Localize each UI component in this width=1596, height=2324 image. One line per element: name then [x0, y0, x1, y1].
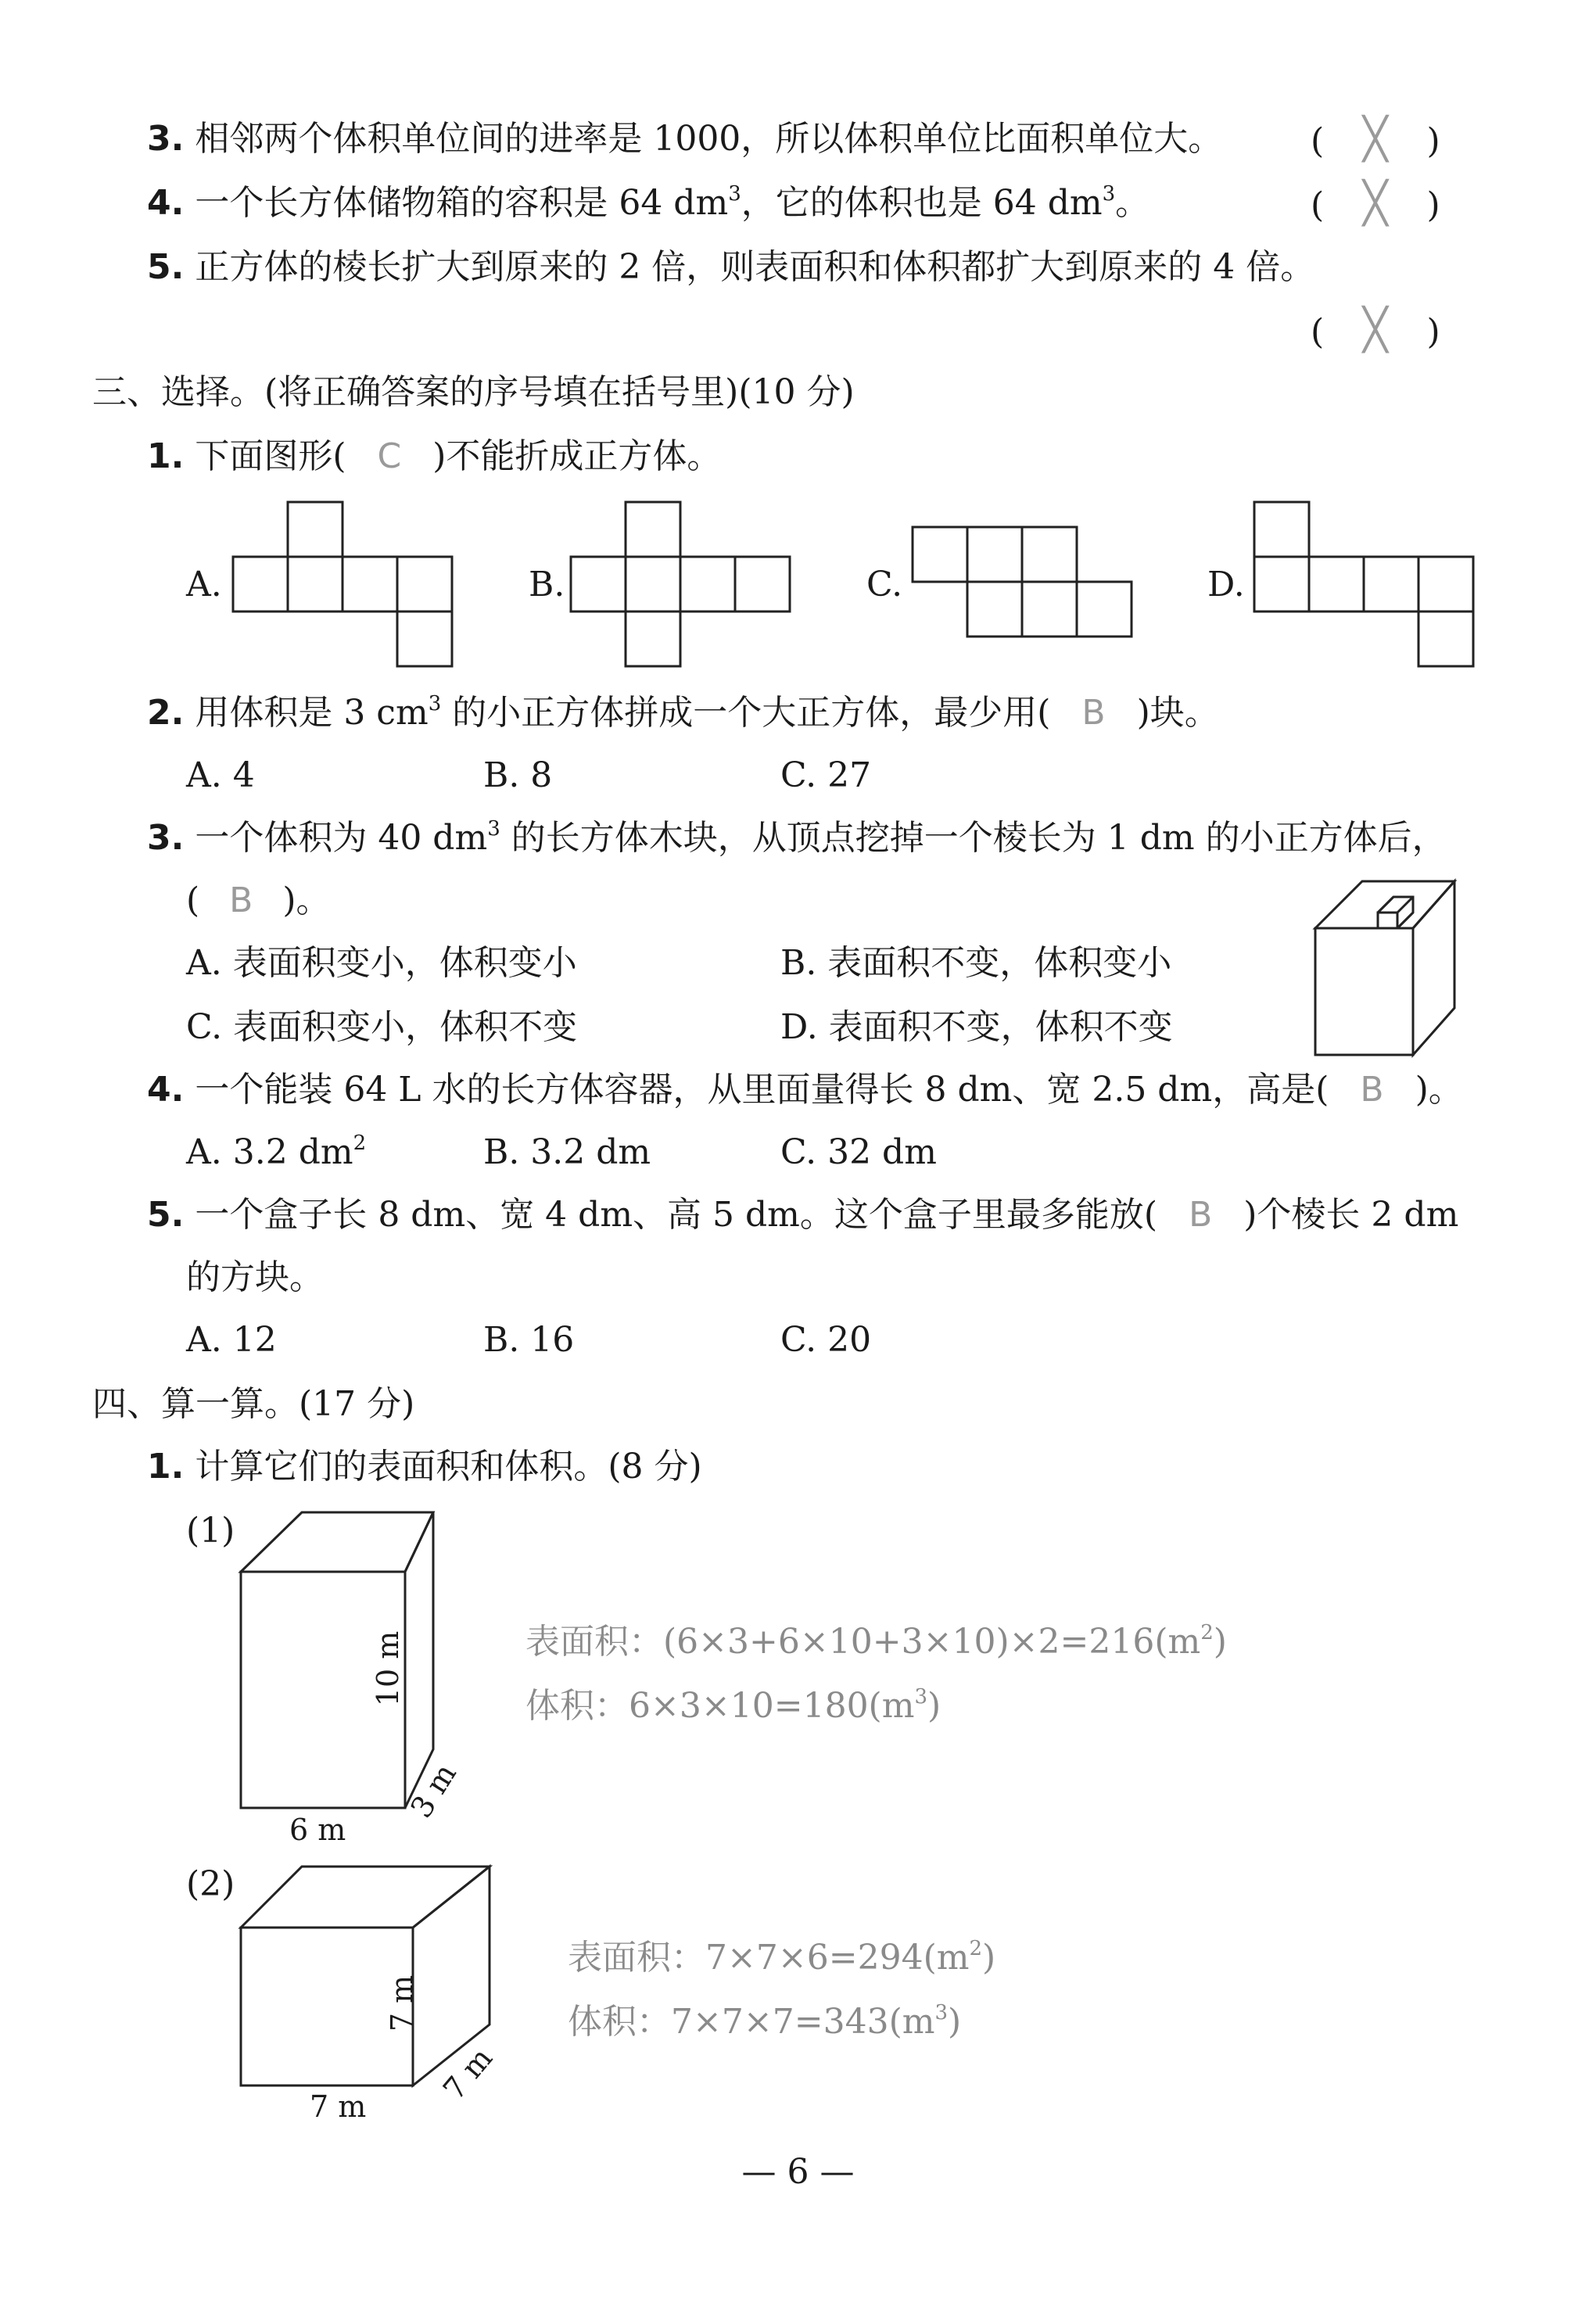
- paren-close: ): [1426, 312, 1440, 352]
- question-5: [147, 1193, 1458, 1237]
- paren-open: (: [1311, 312, 1325, 352]
- answer-text: B: [1360, 1070, 1384, 1110]
- cross-mark-icon: ╳: [1363, 180, 1388, 227]
- question-text: )。: [1415, 1070, 1463, 1110]
- item-text: 相邻两个体积单位间的进率是 1000，所以体积单位比面积单位大。: [195, 119, 1223, 159]
- page-number: — 6 —: [741, 2152, 855, 2192]
- item-text: ，它的体积也是 64 dm: [741, 183, 1103, 223]
- superscript: 3: [428, 692, 442, 715]
- question-text: 的小正方体拼成一个大正方体，最少用(: [441, 693, 1051, 733]
- option-b: B. 表面积不变，体积变小: [780, 943, 1172, 983]
- option-c: C. 32 dm: [780, 1132, 937, 1172]
- superscript: 3: [1102, 182, 1116, 206]
- question-2: [147, 691, 1219, 740]
- option-a-label: A.: [186, 565, 222, 604]
- superscript: 3: [487, 817, 500, 841]
- question-text: 一个盒子长 8 dm、宽 4 dm、高 5 dm。这个盒子里最多能放(: [195, 1195, 1158, 1235]
- question-number: 5.: [147, 1195, 185, 1235]
- superscript: 2: [969, 1937, 983, 1960]
- answer-text: ): [1213, 1622, 1227, 1662]
- surface-area-answer-1: [525, 1620, 1227, 1669]
- question-text: )个棱长 2 dm: [1243, 1195, 1459, 1235]
- option-b: B. 8: [483, 755, 553, 795]
- option-c: C. 27: [780, 755, 872, 795]
- net-figure-a: [233, 500, 460, 669]
- figure-1-label: (1): [186, 1511, 235, 1551]
- cross-mark-icon: ╳: [1363, 116, 1388, 163]
- option-text: A. 3.2 dm: [186, 1132, 353, 1172]
- section-title: 四、算一算。(17 分): [92, 1384, 415, 1424]
- question-text: 用体积是 3 cm: [195, 693, 429, 733]
- question-text: )不能折成正方体。: [432, 436, 722, 476]
- answer-text: 体积：6×3×10=180(m: [525, 1686, 915, 1726]
- answer-text: 表面积：7×7×6=294(m: [568, 1938, 970, 1978]
- question-text: 下面图形(: [195, 436, 346, 476]
- paren-open: (: [186, 880, 200, 920]
- depth-label: 7 m: [436, 2041, 500, 2107]
- question-number: 2.: [147, 693, 185, 733]
- depth-label: 3 m: [403, 1757, 463, 1824]
- item-number: 4.: [147, 183, 185, 223]
- superscript: 3: [914, 1685, 927, 1709]
- superscript: 3: [934, 2001, 949, 2025]
- paren-close: )。: [282, 880, 331, 920]
- option-c: C. 表面积变小，体积不变: [186, 1007, 578, 1047]
- question-3: [147, 816, 1447, 865]
- volume-answer-2: [568, 2000, 961, 2049]
- question-1: [147, 435, 721, 479]
- question-4: [147, 1068, 1463, 1112]
- question-number: 4.: [147, 1070, 185, 1110]
- option-b-label: B.: [529, 565, 565, 604]
- answer-text: B: [1081, 693, 1106, 733]
- answer-text: ): [982, 1938, 996, 1978]
- answer-text: ): [948, 2002, 962, 2042]
- item-text: 正方体的棱长扩大到原来的 2 倍，则表面积和体积都扩大到原来的 4 倍。: [195, 247, 1315, 287]
- answer-text: 表面积：(6×3+6×10+3×10)×2=216(m: [525, 1622, 1201, 1662]
- question-text: 一个能装 64 L 水的长方体容器，从里面量得长 8 dm、宽 2.5 dm，高是(: [195, 1070, 1329, 1110]
- paren-close: ): [1426, 185, 1440, 225]
- paren-open: (: [1311, 185, 1325, 225]
- question-text: )块。: [1136, 693, 1219, 733]
- answer-text: B: [1189, 1195, 1213, 1235]
- volume-answer-1: [525, 1684, 941, 1733]
- paren-open: (: [1311, 121, 1325, 161]
- answer-text: 体积：7×7×7=343(m: [568, 2002, 935, 2042]
- superscript: 2: [1200, 1621, 1214, 1644]
- judge-item-5: [147, 246, 1314, 289]
- answer-paren: [1311, 181, 1440, 228]
- height-label: 7 m: [385, 1974, 420, 2032]
- question-number: 1.: [147, 436, 185, 476]
- question-5-line2: 的方块。: [186, 1257, 324, 1297]
- item-number: 3.: [147, 119, 185, 159]
- superscript: 2: [353, 1132, 367, 1155]
- option-d-label: D.: [1207, 565, 1245, 604]
- width-label: 6 m: [289, 1813, 346, 1847]
- superscript: 3: [728, 182, 741, 206]
- answer-text: ): [927, 1686, 941, 1726]
- item-text: 一个长方体储物箱的容积是 64 dm: [195, 183, 729, 223]
- question-number: 3.: [147, 818, 185, 858]
- question-text: 的长方体木块，从顶点挖掉一个棱长为 1 dm 的小正方体后，: [500, 818, 1447, 858]
- cube-notch-figure: [1314, 880, 1462, 1060]
- question-text: 计算它们的表面积和体积。(8 分): [195, 1447, 702, 1487]
- question-3-line2: [186, 879, 331, 923]
- option-a: [186, 1131, 366, 1179]
- option-d: D. 表面积不变，体积不变: [780, 1007, 1173, 1047]
- answer-text: C: [377, 436, 402, 476]
- answer-paren: [1311, 308, 1440, 354]
- net-figure-c: [911, 525, 1138, 639]
- cross-mark-icon: ╳: [1363, 307, 1388, 353]
- surface-area-answer-2: [568, 1936, 995, 1985]
- net-figure-d: [1253, 500, 1479, 669]
- net-figure-b: [571, 500, 798, 669]
- cuboid-figure-1: [239, 1511, 443, 1816]
- judge-item-4: [147, 181, 1149, 230]
- option-b: B. 3.2 dm: [483, 1132, 651, 1172]
- item-text: 。: [1115, 183, 1150, 223]
- option-a: A. 4: [186, 755, 255, 795]
- option-a: A. 12: [186, 1320, 277, 1360]
- judge-item-3: [147, 117, 1222, 161]
- calc-question-1: [147, 1445, 702, 1489]
- answer-text: B: [229, 880, 253, 920]
- height-label: 10 m: [371, 1630, 406, 1707]
- figure-2-label: (2): [186, 1864, 235, 1904]
- option-b: B. 16: [483, 1320, 575, 1360]
- section-title: 三、选择。(将正确答案的序号填在括号里)(10 分): [92, 372, 855, 412]
- width-label: 7 m: [310, 2089, 367, 2124]
- answer-paren: [1311, 117, 1440, 163]
- option-a: A. 表面积变小，体积变小: [186, 943, 577, 983]
- question-text: 一个体积为 40 dm: [195, 818, 488, 858]
- item-number: 5.: [147, 247, 185, 287]
- option-c-label: C.: [866, 565, 903, 604]
- question-number: 1.: [147, 1447, 185, 1487]
- paren-close: ): [1426, 121, 1440, 161]
- option-c: C. 20: [780, 1320, 872, 1360]
